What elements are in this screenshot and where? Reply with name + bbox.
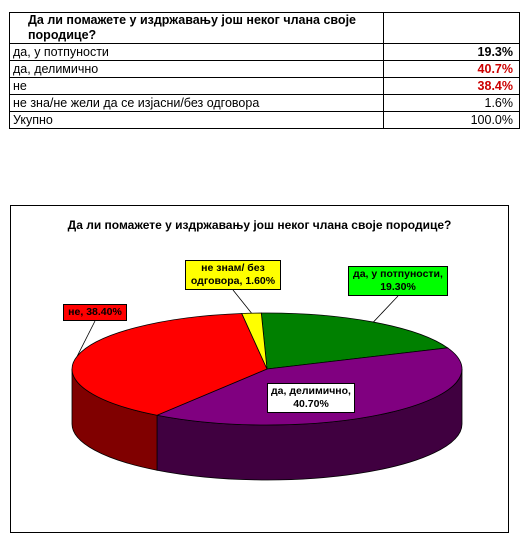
chart-title: Да ли помажете у издржавању још неког члана своје породице? <box>67 218 452 232</box>
survey-table <box>9 12 520 129</box>
row-label: да, делимично <box>10 61 384 78</box>
row-value: 19.3% <box>383 44 519 61</box>
table-row <box>10 61 520 78</box>
table-row <box>10 44 520 61</box>
row-value: 38.4% <box>383 78 519 95</box>
row-label: Укупно <box>10 112 384 129</box>
table-header-row <box>10 13 520 44</box>
table-row <box>10 95 520 112</box>
row-value: 1.6% <box>383 95 519 112</box>
slice-label-partial: да, делимично, 40.70% <box>267 383 355 413</box>
slice-label-dont-know: не знам/ без одговора, 1.60% <box>185 260 281 290</box>
table-row <box>10 78 520 95</box>
leader-line <box>373 296 398 322</box>
row-label: не <box>10 78 384 95</box>
question-cell: Да ли помажете у издржавању још неког члана своје породице? <box>10 13 384 44</box>
header-value-cell <box>383 13 519 44</box>
table-row-total <box>10 112 520 129</box>
pie-chart <box>10 205 509 533</box>
leader-line <box>233 290 252 313</box>
slice-label-full: да, у потпуности, 19.30% <box>348 266 448 296</box>
row-label: да, у потпуности <box>10 44 384 61</box>
slice-label-no: не, 38.40% <box>63 304 127 321</box>
row-label: не зна/не жели да се изјасни/без одговора <box>10 95 384 112</box>
row-value: 40.7% <box>383 61 519 78</box>
row-value: 100.0% <box>383 112 519 129</box>
pie-chart-canvas <box>11 206 508 532</box>
